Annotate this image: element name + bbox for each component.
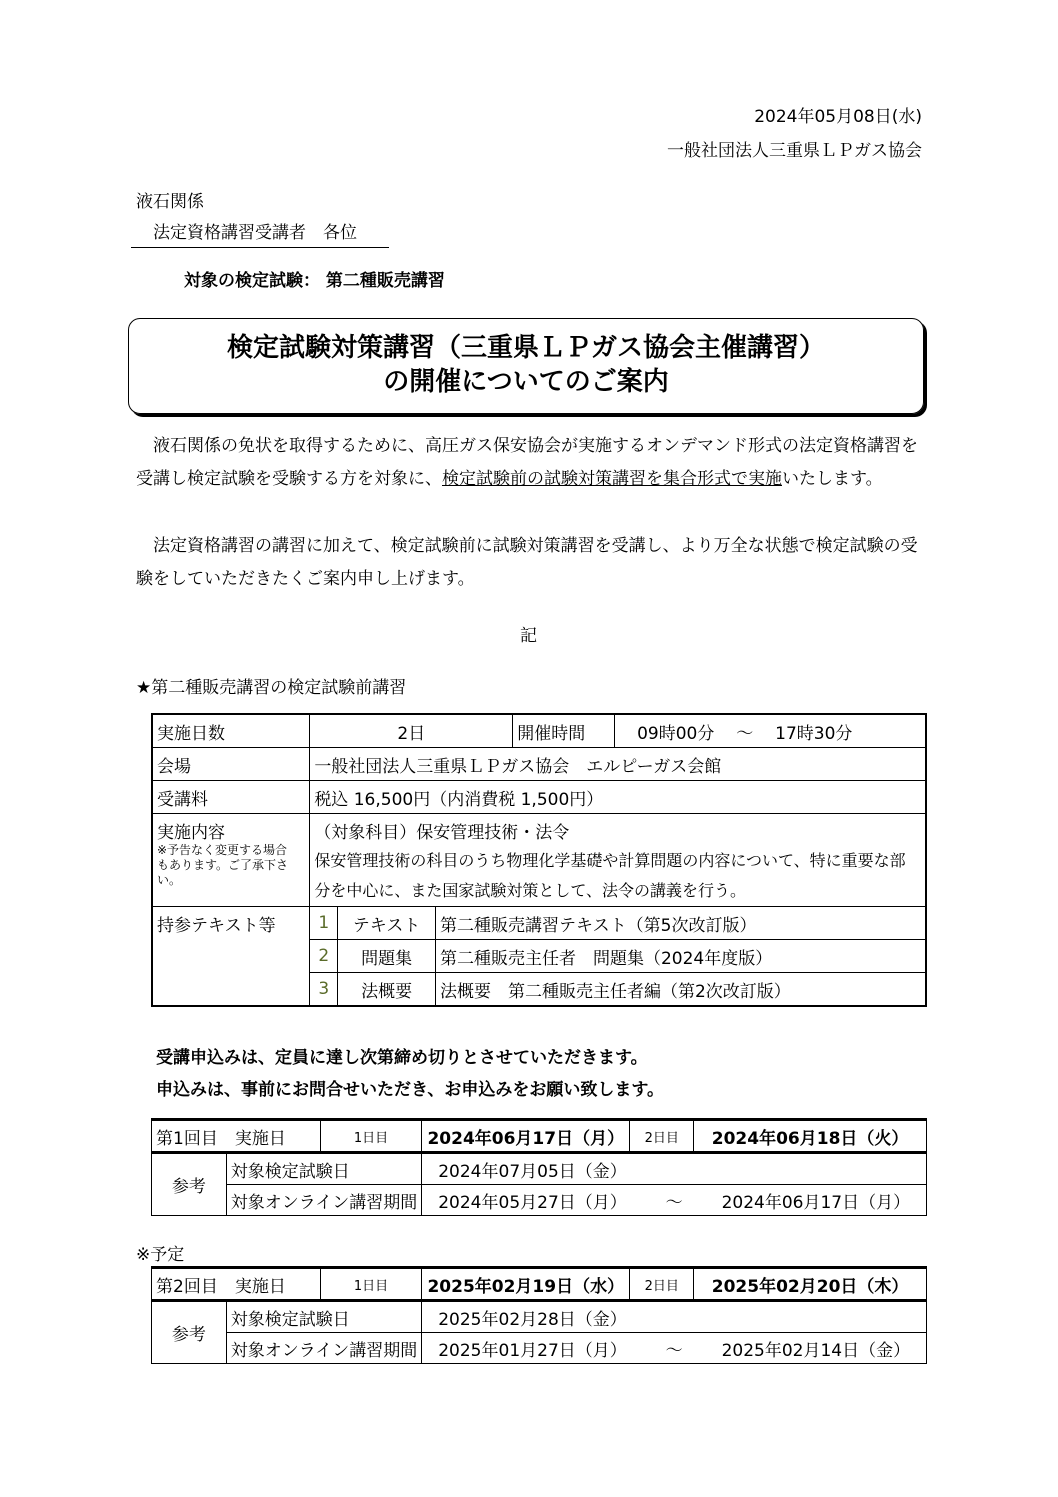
intro-paragraph (136, 430, 926, 496)
content-note: ※予告なく変更する場合もあります。ご了承下さい。 (157, 843, 289, 887)
table-row (152, 1153, 927, 1185)
content-subject: （対象科目）保安管理技術・法令 (310, 814, 926, 847)
section-heading: ★第二種販売講習の検定試験前講習 (136, 678, 407, 698)
ki-mark: 記 (520, 626, 537, 646)
text-no: 1 (310, 907, 338, 940)
time-end: 17時30分 (775, 723, 853, 744)
exam-date: 2024年07月05日（金） (422, 1153, 927, 1185)
notice-deadline: 受講申込みは、定員に達し次第締め切りとさせていただきます。 (156, 1048, 648, 1068)
online-label: 対象オンライン講習期間 (226, 1333, 422, 1364)
target-value: 第二種販売講習 (325, 271, 445, 291)
venue-value: 一般社団法人三重県ＬＰガス協会 エルピーガス会館 (310, 748, 926, 781)
online-label: 対象オンライン講習期間 (226, 1185, 422, 1216)
texts-label: 持参テキスト等 (152, 907, 310, 1007)
online-sep: ～ (665, 1340, 683, 1361)
table-row (152, 814, 926, 847)
intro-text-b: いたします。 (782, 469, 883, 489)
exam-label: 対象検定試験日 (226, 1301, 422, 1333)
table-row (152, 1301, 927, 1333)
day1-label: 1日目 (320, 1120, 422, 1153)
days-label: 実施日数 (152, 714, 310, 748)
day1-label: 1日目 (320, 1268, 422, 1301)
content-label: 実施内容 (157, 823, 225, 843)
online-end: 2024年06月17日（月） (721, 1192, 911, 1213)
day1-date: 2025年02月19日（水） (422, 1268, 630, 1301)
time-value (615, 714, 926, 748)
table-row (152, 1185, 927, 1216)
schedule-2-table (151, 1266, 927, 1364)
table-row (152, 907, 926, 940)
time-start: 09時00分 (637, 723, 715, 744)
second-paragraph (136, 530, 926, 596)
text-kind: 法概要 (338, 973, 436, 1007)
days-value: 2日 (310, 714, 513, 748)
round-label: 第1回目 実施日 (152, 1120, 321, 1153)
ref-label: 参考 (152, 1153, 227, 1216)
table-row (152, 714, 926, 748)
day1-date: 2024年06月17日（月） (422, 1120, 630, 1153)
day2-date: 2025年02月20日（木） (694, 1268, 927, 1301)
notice-apply: 申込みは、事前にお問合せいただき、お申込みをお願い致します。 (156, 1080, 664, 1100)
table-row (152, 1120, 927, 1153)
second-text: 法定資格講習の講習に加えて、検定試験前に試験対策講習を受講し、より万全な状態で検定試験の受験をしていただきたくご案内申し上げます。 (136, 536, 918, 589)
day2-label: 2日目 (630, 1120, 694, 1153)
content-desc: 保安管理技術の科目のうち物理化学基礎や計算問題の内容について、特に重要な部分を中心に、また国家試験対策として、法令の講義を行う。 (310, 846, 926, 907)
text-name: 第二種販売主任者 問題集（2024年度版） (435, 940, 926, 973)
online-sep: ～ (665, 1192, 683, 1213)
table-row (152, 748, 926, 781)
online-period (422, 1185, 927, 1216)
time-sep: ～ (736, 723, 754, 744)
schedule-1-table (151, 1118, 927, 1216)
intro-text-a: 液石関係の免状を取得するために、高圧ガス保安協会が実施するオンデマンド形式の法定資格講習を受講し検定試験を受験する方を対象に、 (136, 436, 918, 489)
recipient: 法定資格講習受講者 各位 (131, 218, 389, 248)
tentative-note: ※予定 (136, 1245, 185, 1265)
document-date: 2024年05月08日(水) (754, 107, 922, 127)
day2-date: 2024年06月18日（火） (694, 1120, 927, 1153)
online-end: 2025年02月14日（金） (721, 1340, 911, 1361)
text-no: 3 (310, 973, 338, 1007)
venue-label: 会場 (152, 748, 310, 781)
content-cell (152, 814, 310, 907)
online-period (422, 1333, 927, 1364)
table-row (152, 1333, 927, 1364)
online-start: 2024年05月27日（月） (438, 1192, 627, 1213)
table-row (152, 1268, 927, 1301)
text-kind: テキスト (338, 907, 436, 940)
text-name: 第二種販売講習テキスト（第5次改訂版） (435, 907, 926, 940)
department: 液石関係 (136, 192, 204, 212)
text-kind: 問題集 (338, 940, 436, 973)
exam-label: 対象検定試験日 (226, 1153, 422, 1185)
text-no: 2 (310, 940, 338, 973)
target-label: 対象の検定試験： (184, 271, 320, 291)
table-row (152, 781, 926, 814)
ref-label: 参考 (152, 1301, 227, 1364)
title-line1: 検定試験対策講習（三重県ＬＰガス協会主催講習） (226, 333, 825, 363)
fee-value: 税込 16,500円（内消費税 1,500円） (310, 781, 926, 814)
day2-label: 2日目 (630, 1268, 694, 1301)
fee-label: 受講料 (152, 781, 310, 814)
info-table (151, 713, 927, 1007)
intro-underlined: 検定試験前の試験対策講習を集合形式で実施 (442, 469, 782, 489)
time-label: 開催時間 (513, 714, 615, 748)
title-box (128, 318, 924, 414)
title-line2: の開催についてのご案内 (383, 367, 669, 397)
text-name: 法概要 第二種販売主任者編（第2次改訂版） (435, 973, 926, 1007)
target-exam (184, 266, 445, 291)
round-label: 第2回目 実施日 (152, 1268, 321, 1301)
issuer-name: 一般社団法人三重県ＬＰガス協会 (667, 141, 922, 161)
exam-date: 2025年02月28日（金） (422, 1301, 927, 1333)
online-start: 2025年01月27日（月） (438, 1340, 627, 1361)
